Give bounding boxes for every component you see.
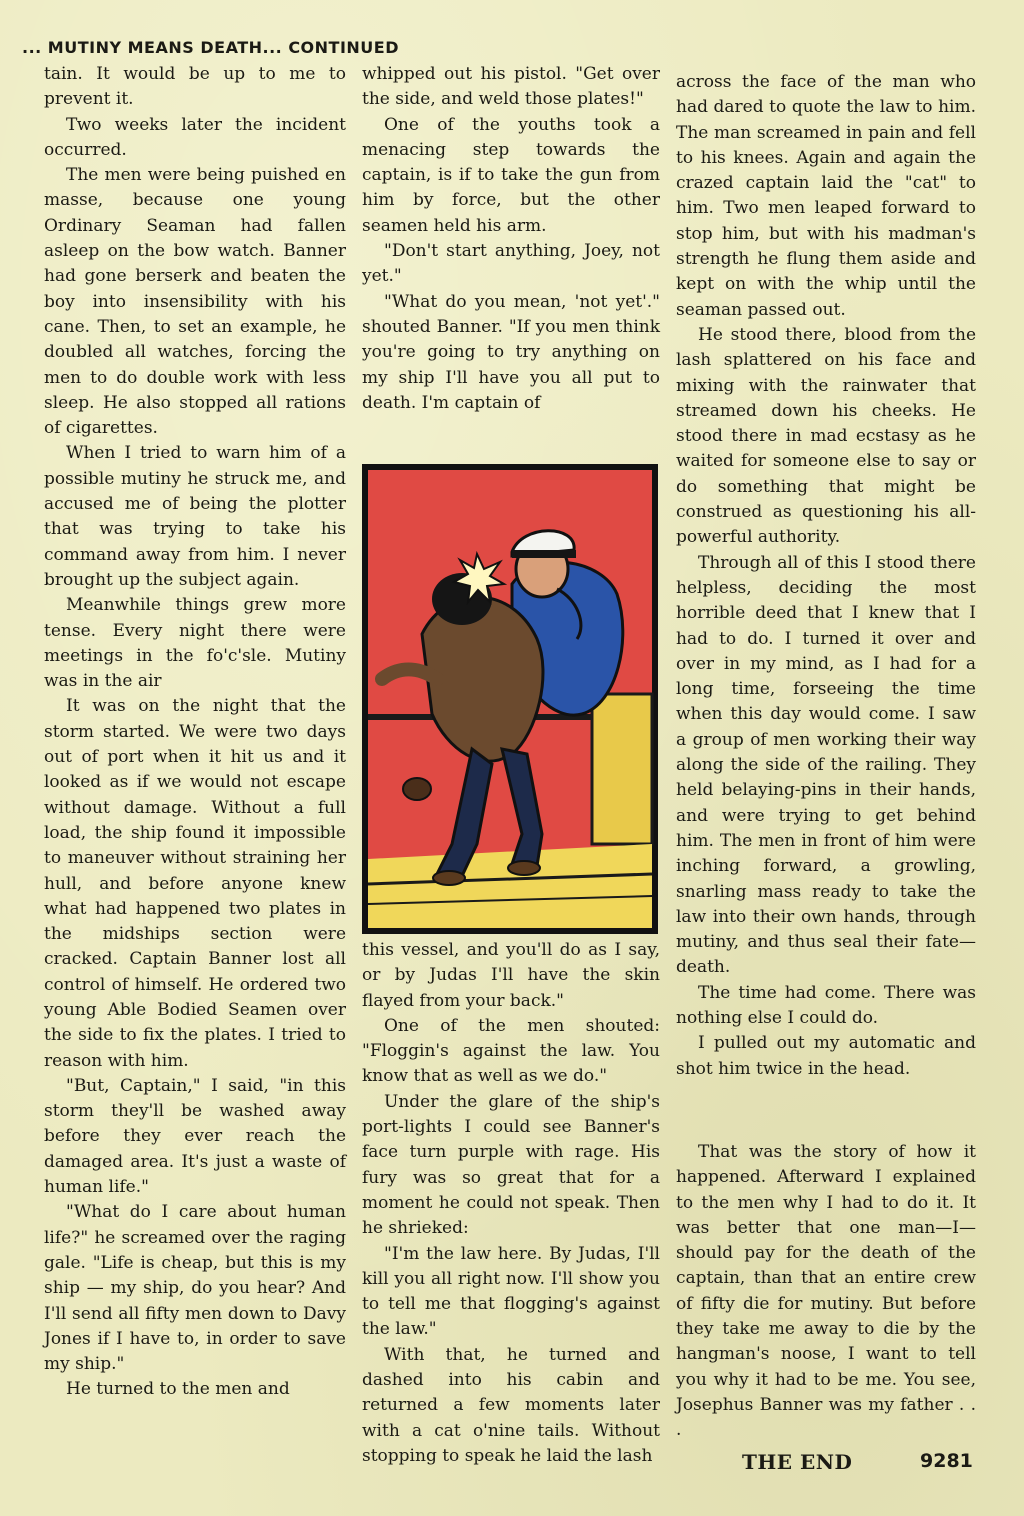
illustration-panel (362, 464, 658, 934)
paragraph: Under the glare of the ship's port-lights I could see Banner's face turn purple with rage. His fury was so great that for a moment he could not speak. Then he shrieked: (362, 1091, 660, 1239)
paragraph: The men were being puished en masse, because one young Ordinary Seaman had fallen asleep on the bow watch. Banner had gone berserk and beaten the boy into insensibility with his cane. Then, to set an example, he doubled all watches, forcing the men to do double work with less sleep. He also stopped all rations of cigarettes. (44, 165, 346, 439)
paragraph: tain. It would be up to me to prevent it. (44, 64, 346, 110)
paragraph: He turned to the men and (66, 1379, 290, 1400)
page-header: ... MUTINY MEANS DEATH... CONTINUED (22, 38, 400, 57)
paragraph: It was on the night that the storm started. We were two days out of port when it hit us and it looked as if we would not escape without damage. Without a full load, the ship found it impossible to maneuver without straining her hull, and before anyone knew what had happened two plates in the midships section were cracked. Captain Banner lost all control of himself. He ordered two young Able Bodied Seamen over the side to fix the plates. I tried to reason with him. (44, 696, 346, 1071)
paragraph: whipped out his pistol. "Get over the side, and weld those plates!" (362, 64, 660, 110)
paragraph: Through all of this I stood there helpless, deciding the most horrible deed that I knew that I had to do. I turned it over and over in my mind, as I had for a long time, forseeing the time when this day would come. I saw a group of men working their way along the side of the railing. They held belaying-pins in their hands, and were trying to get behind him. The men in front of him were inching forward, a growling, snarling mass ready to take the law into their own hands, through mutiny, and thus seal their fate—death. (676, 552, 976, 978)
paragraph: across the face of the man who had dared to quote the law to him. The man screamed in pain and fell to his knees. Again and again the crazed captain laid the "cat" to him. Two men leaped forward to stop him, but with his madman's strength he flung them aside and kept on with the whip until the seaman passed out. (676, 72, 976, 320)
flying-hat (403, 778, 431, 800)
paragraph: The time had come. There was nothing else I could do. (676, 982, 976, 1028)
column-3-ending (676, 1140, 976, 1444)
paragraph: With that, he turned and dashed into his cabin and returned a few moments later with a cat o'nine tails. Without stopping to speak he laid the lash (362, 1344, 660, 1466)
paragraph: That was the story of how it happened. Afterward I explained to the men why I had to do it. It was better that one man—I—should pay for the death of the captain, than that an entire crew of fifty die for mutiny. But before they take me away to die by the hangman's noose, I want to tell you why it had to be me. You see, Josephus Banner was my father . . . (676, 1142, 976, 1441)
column-1 (44, 62, 346, 1403)
paragraph: I pulled out my automatic and shot him twice in the head. (676, 1033, 976, 1079)
paragraph: Meanwhile things grew more tense. Every night there were meetings in the fo'c'sle. Mutiny was in the air (44, 595, 346, 692)
paragraph: this vessel, and you'll do as I say, or by Judas I'll have the skin flayed from your back." (362, 940, 660, 1011)
column-2-top (362, 62, 660, 416)
paragraph: "I'm the law here. By Judas, I'll kill you all right now. I'll show you to tell me that flogging's against the law." (362, 1243, 660, 1340)
paragraph: "Don't start anything, Joey, not yet." (362, 241, 660, 287)
door (592, 694, 652, 844)
paragraph: When I tried to warn him of a possible mutiny he struck me, and accused me of being the plotter that was trying to take his command away from him. I never brought up the subject again. (44, 443, 346, 590)
fight-illustration (362, 464, 658, 934)
paragraph: One of the youths took a menacing step towards the captain, is if to take the gun from him by force, but the other seamen held his arm. (362, 114, 660, 236)
paragraph: One of the men shouted: "Floggin's against the law. You know that as well as we do." (362, 1015, 660, 1087)
paragraph: "What do you mean, 'not yet'." shouted Banner. "If you men think you're going to try anything on my ship I'll have you all put to death. I'm captain of (362, 291, 660, 413)
paragraph: "But, Captain," I said, "in this storm they'll be washed away before they ever reach the damaged area. It's just a waste of human life." (44, 1075, 346, 1198)
page-number: 9281 (920, 1450, 973, 1472)
the-end-label: THE END (742, 1450, 853, 1474)
paragraph: He stood there, blood from the lash splattered on his face and mixing with the rainwater that streamed down his cheeks. He stood there in mad ecstasy as he waited for someone else to say or do something that might be construed as questioning his all-powerful authority. (676, 324, 976, 548)
column-2-bottom (362, 938, 660, 1469)
paragraph: "What do I care about human life?" he screamed over the raging gale. "Life is cheap, but this is my ship — my ship, do you hear? And I'll send all fifty men down to Davy Jones if I have to, in order to save my ship." (44, 1202, 346, 1375)
column-3 (676, 70, 976, 1082)
paragraph: Two weeks later the incident occurred. (44, 114, 346, 160)
